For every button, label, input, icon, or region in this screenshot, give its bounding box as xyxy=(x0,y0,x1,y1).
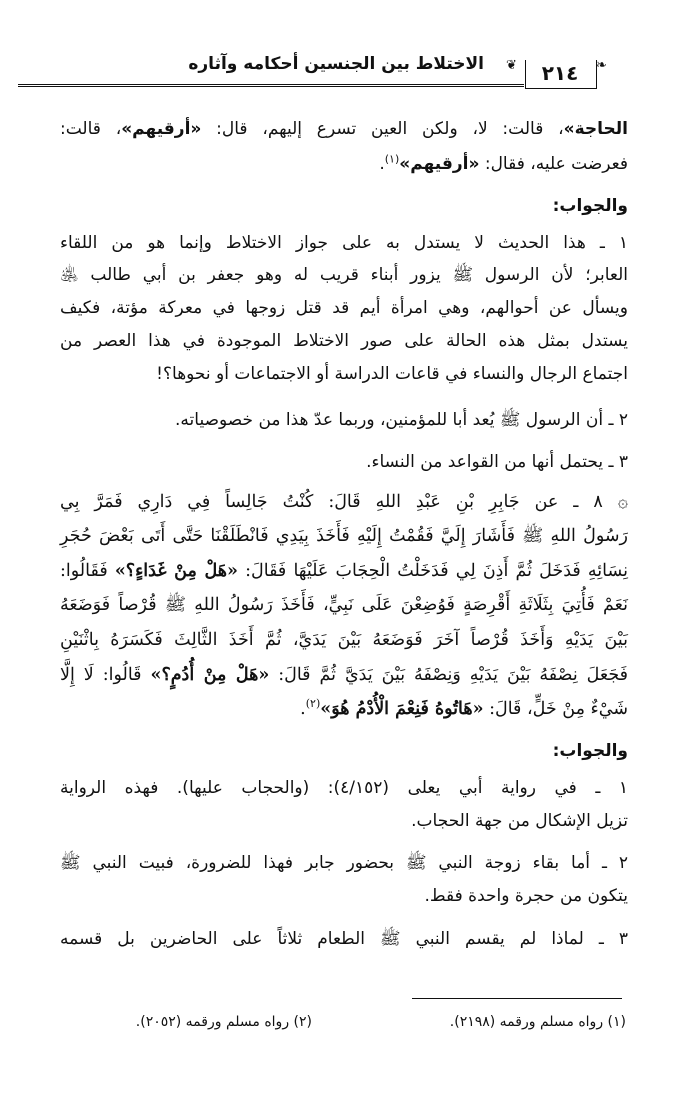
answer-line: ٢ ـ أن الرسول ﷺ يُعد أبا للمؤمنين، وربما عدّ هذا من خصوصياته. xyxy=(175,410,628,430)
text-span: . xyxy=(379,154,385,174)
text-span: فَقَالُوا: xyxy=(60,561,115,581)
answer-line: ٣ ـ يحتمل أنها من القواعد من النساء. xyxy=(366,452,628,472)
footnote-ref: (٢) xyxy=(305,697,321,711)
hadith-line: ۞ ٨ ـ عن جَابِرِ بْنِ عَبْدِ اللهِ قَالَ: كُنْتُ جَالِساً فِي دَارِي فَمَرَّ بِي xyxy=(60,492,628,512)
footnote-2: (٢) رواه مسلم ورقمه (٢٠٥٢). xyxy=(135,1014,312,1030)
text-span: «أرقيهم» xyxy=(399,154,480,174)
ornament-icon: ❦ xyxy=(506,58,517,73)
text-span: فَجَعَلَ نِصْفَهُ بَيْنَ يَدَيْهِ وَنِصْفَهُ بَيْنَ يَدَيَّ ثُمَّ قَالَ: xyxy=(269,665,628,685)
footnote-ref: (١) xyxy=(384,152,400,166)
text-span: فعرضت عليه، فقال: xyxy=(479,154,628,174)
answer-line: ٢ ـ أما بقاء زوجة النبي ﷺ بحضور جابر فهذا للضرورة، فبيت النبي ﷺ xyxy=(60,853,628,873)
hadith-line: نَعَمْ فَأُتِيَ بِثَلَاثَةِ أَقْرِصَةٍ فَوُضِعْنَ عَلَى نَبِيٍّ، فَأَخَذَ رَسُولُ اللهِ ﷺ قُرْصاً فَوَضَعَهُ xyxy=(60,595,628,615)
ornament-icon: ❧ xyxy=(596,58,607,73)
page-number: ٢١٤ xyxy=(541,61,579,85)
header-rule xyxy=(18,84,524,87)
hadith-line xyxy=(60,559,628,583)
answer-line: تزيل الإشكال من جهة الحجاب. xyxy=(411,811,628,831)
text-span: ، قالت: لا، ولكن العين تسرع إليهم، قال: xyxy=(201,119,564,139)
text-line xyxy=(60,117,628,141)
section-heading: والجواب: xyxy=(552,741,628,761)
footnote-rule xyxy=(412,998,622,999)
footnote-1: (١) رواه مسلم ورقمه (٢١٩٨). xyxy=(449,1014,626,1030)
running-title: الاختلاط بين الجنسين أحكامه وآثاره xyxy=(188,54,484,74)
text-span: ، قالت: xyxy=(60,119,122,139)
answer-line: ١ ـ في رواية أبي يعلى (٤/١٥٢): (والحجاب عليها). فهذه الرواية xyxy=(60,778,628,798)
answer-line: يستدل بمثل هذه الحالة على صور الاختلاط الموجودة في هذا العصر من xyxy=(60,331,628,351)
hadith-line: رَسُولُ اللهِ ﷺ فَأَشَارَ إِلَيَّ فَقُمْتُ إِلَيْهِ فَأَخَذَ بِيَدِي فَانْطَلَقْنَا حَتَّى أَتَى بَعْضَ حُجَرِ xyxy=(60,526,628,546)
text-span: شَيْءٌ مِنْ خَلٍّ، قَالَ: xyxy=(483,699,628,719)
hadith-line: بَيْنَ يَدَيْهِ وَأَخَذَ قُرْصاً آخَرَ فَوَضَعَهُ بَيْنَ يَدَيَّ، ثُمَّ أَخَذَ الثَّالِثَ فَكَسَرَهُ بِاثْنَيْنِ xyxy=(60,630,628,650)
hadith-line xyxy=(60,697,628,721)
answer-line: اجتماع الرجال والنساء في قاعات الدراسة أو الاجتماعات أو نحوها؟! xyxy=(156,364,628,384)
answer-line: ١ ـ هذا الحديث لا يستدل به على جواز الاختلاط وإنما هو من اللقاء xyxy=(60,233,628,253)
text-span: «هَلْ مِنْ أُدُمٍ؟» xyxy=(150,665,270,685)
text-span: «أرقيهم» xyxy=(121,119,202,139)
text-line xyxy=(60,152,628,176)
answer-line: العابر؛ لأن الرسول ﷺ يزور أبناء قريب له وهو جعفر بن أبي طالب ﵁ xyxy=(60,265,628,285)
text-span: . xyxy=(300,699,306,719)
answer-line: ٣ ـ لماذا لم يقسم النبي ﷺ الطعام ثلاثاً على الحاضرين بل قسمه xyxy=(60,929,628,949)
text-span: «هَاتُوهُ فَنِعْمَ الْأُدْمُ هُوَ» xyxy=(320,699,484,719)
text-span: الحاجة» xyxy=(563,119,628,139)
hadith-line xyxy=(60,663,628,687)
text-span: نِسَائِهِ فَدَخَلَ ثُمَّ أَذِنَ لِي فَدَخَلْتُ الْحِجَابَ عَلَيْهَا فَقَالَ: xyxy=(237,561,628,581)
text-span: قَالُوا: لَا إِلَّا xyxy=(60,665,151,685)
text-span: «هَلْ مِنْ غَدَاءٍ؟» xyxy=(114,561,238,581)
answer-line: ويسأل عن أحوالهم، وهي امرأة أيم قد قتل زوجها في معركة مؤتة، فكيف xyxy=(60,298,628,318)
answer-line: يتكون من حجرة واحدة فقط. xyxy=(424,886,628,906)
section-heading: والجواب: xyxy=(552,196,628,216)
